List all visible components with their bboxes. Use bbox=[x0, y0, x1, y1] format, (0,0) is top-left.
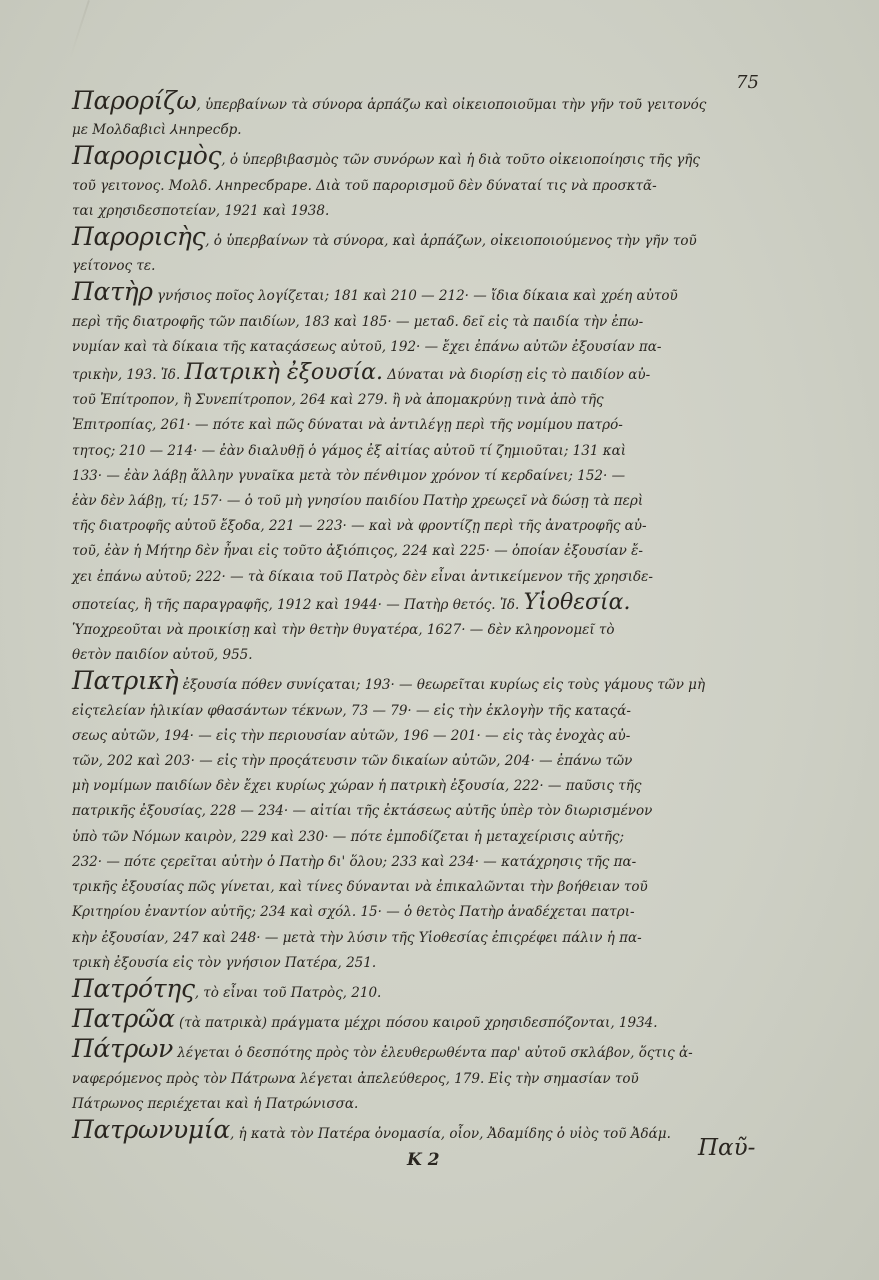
entry-text-line: περὶ τῆς διατροφῆς τῶν παιδίων, 183 καὶ 185· — μεταδ. δεῖ εἰς τὰ παιδία τὴν ἐπω- bbox=[72, 313, 644, 330]
entry-text-line: τρικὴ ἐξουσία εἰς τὸν γνήσιον Πατέρα, 251. bbox=[72, 954, 377, 971]
entry-text-line: τοῦ, ἐὰν ἡ Μήτηρ δὲν ἦναι εἰς τοῦτο ἀξιόπιςος, 224 καὶ 225· — ὁποίαν ἐξουσίαν ἔ- bbox=[72, 543, 643, 560]
entry-text-line: θετὸν παιδίον αὐτοῦ, 955. bbox=[72, 647, 253, 664]
entry-text-line: Ὑποχρεοῦται νὰ προικίσῃ καὶ τὴν θετὴν θυγατέρα, 1627· — δὲν κληρονομεῖ τὸ bbox=[72, 622, 615, 639]
entry-text-line: σποτείας, ἢ τῆς παραγραφῆς, 1912 καὶ 1944· — Πατὴρ θετός. Ἰδ. bbox=[72, 596, 524, 613]
entry-text-line: (τὰ πατρικὰ) πράγματα μέχρι πόσου καιροῦ χρησιδεσπόζονται, 1934. bbox=[174, 1015, 658, 1032]
entry-text-line: Δύναται νὰ διορίσῃ εἰς τὸ παιδίον αὐ- bbox=[382, 367, 651, 384]
entry-headword: Πατρωνυμία bbox=[72, 1114, 230, 1144]
dictionary-entry bbox=[72, 668, 762, 975]
entry-text-line: τῆς διατροφῆς αὐτοῦ ἔξοδα, 221 — 223· — καὶ νὰ φροντίζῃ περὶ τῆς ἀνατροφῆς αὐ- bbox=[72, 518, 647, 535]
entry-text-line: πατρικῆς ἐξουσίας, 228 — 234· — αἰτίαι τῆς ἐκτάσεως αὐτῆς ὑπὲρ τὸν διωρισμένον bbox=[72, 803, 653, 820]
dictionary-entry bbox=[72, 1036, 762, 1117]
entry-text-line: χει ἐπάνω αὐτοῦ; 222· — τὰ δίκαια τοῦ Πατρὸς δὲν εἶναι ἀντικείμενον τῆς χρησιδε- bbox=[72, 568, 653, 585]
entry-text-line: τοῦ Ἐπίτροπον, ἢ Συνεπίτροπον, 264 καὶ 279. ἢ νὰ ἀπομακρύνῃ τινὰ ἀπὸ τῆς bbox=[72, 392, 604, 409]
entry-text-line: γείτονος τε. bbox=[72, 258, 156, 275]
entry-text-line: τοῦ γειτονος. Μολδ. ⅄нпресбраре. Διὰ τοῦ παρορισμοῦ δὲν δύναταί τις νὰ προσκτᾶ- bbox=[72, 177, 657, 194]
entry-text-line: 232· — πότε ςερεῖται αὐτὴν ὁ Πατὴρ δι' ὅλου; 233 καὶ 234· — κατάχρησις τῆς πα- bbox=[72, 853, 637, 870]
entry-text-line: , ἡ κατὰ τὸν Πατέρα ὀνομασία, οἷον, Ἀδαμίδης ὁ υἱὸς τοῦ Ἀδάμ. bbox=[229, 1125, 671, 1142]
entry-headword: Παρορίζω bbox=[72, 86, 197, 115]
entry-text-line: νυμίαν καὶ τὰ δίκαια τῆς καταςάσεως αὐτοῦ, 192· — ἔχει ἐπάνω αὐτῶν ἐξουσίαν πα- bbox=[72, 338, 662, 355]
entry-text-line: ὑπὸ τῶν Νόμων καιρὸν, 229 καὶ 230· — πότε ἐμποδίζεται ἡ μεταχείρισις αὐτῆς; bbox=[72, 828, 625, 845]
entry-text-line: λέγεται ὁ δεσπότης πρὸς τὸν ἐλευθερωθέντα παρ' αὐτοῦ σκλάβον, ὅςτις ἀ- bbox=[173, 1045, 693, 1062]
entry-text-line: γνήσιος ποῖος λογίζεται; 181 καὶ 210 — 212· — ἴδια δίκαια καὶ χρέη αὐτοῦ bbox=[152, 288, 678, 305]
entry-text-line: σεως αὐτῶν, 194· — εἰς τὴν περιουσίαν αὐτῶν, 196 — 201· — εἰς τὰς ἐνοχὰς αὐ- bbox=[72, 727, 631, 744]
entry-headword: Παροριϲμὸς bbox=[72, 141, 222, 171]
dictionary-entries bbox=[72, 88, 762, 1147]
entry-text-line: Πάτρωνος περιέχεται καὶ ἡ Πατρώνισσα. bbox=[72, 1095, 359, 1112]
entry-headword: Πατρότης bbox=[72, 973, 195, 1003]
entry-headword: Πάτρων bbox=[72, 1034, 173, 1064]
entry-text-line: , ὁ ὑπερβαίνων τὰ σύνορα, καὶ ἁρπάζων, οἰκειοποιούμενος τὴν γῆν τοῦ bbox=[205, 233, 697, 250]
signature-mark: K 2 bbox=[407, 1150, 440, 1170]
entry-headword: Παροριϲὴς bbox=[72, 222, 206, 252]
page-crease bbox=[69, 0, 89, 58]
entry-text-line: ἐξουσία πόθεν συνίςαται; 193· — θεωρεῖται κυρίως εἰς τοὺς γάμους τῶν μὴ bbox=[178, 677, 706, 694]
cross-reference-heading: Υἱοθεσία. bbox=[523, 589, 631, 615]
entry-text-line: ται χρησιδεσποτείαν, 1921 καὶ 1938. bbox=[72, 202, 330, 219]
entry-text-line: τῶν, 202 καὶ 203· — εἰς τὴν προςάτευσιν τῶν δικαίων αὐτῶν, 204· — ἐπάνω τῶν bbox=[72, 753, 633, 770]
dictionary-entry bbox=[72, 279, 762, 668]
entry-text-line: εἰςτελείαν ἡλικίαν φθασάντων τέκνων, 73 — 79· — εἰς τὴν ἐκλογὴν τῆς καταςά- bbox=[72, 702, 631, 719]
entry-text-line: ἐὰν δὲν λάβῃ, τί; 157· — ὁ τοῦ μὴ γνησίου παιδίου Πατὴρ χρεωςεῖ νὰ δώσῃ τὰ περὶ bbox=[72, 493, 644, 510]
dictionary-entry bbox=[72, 1114, 762, 1147]
cross-reference-heading: Πατρικὴ ἐξουσία. bbox=[184, 360, 383, 386]
dictionary-entry bbox=[72, 88, 762, 143]
entry-text-line: ναφερόμενος πρὸς τὸν Πάτρωνα λέγεται ἀπελεύθερος, 179. Εἰς τὴν σημασίαν τοῦ bbox=[72, 1070, 639, 1087]
entry-headword: Πατρῶα bbox=[72, 1004, 175, 1034]
dictionary-entry bbox=[72, 143, 762, 224]
entry-text-line: μὴ νομίμων παιδίων δὲν ἔχει κυρίως χώραν ἡ πατρικὴ ἐξουσία, 222· — παῦσις τῆς bbox=[72, 778, 642, 795]
entry-text-line: τρικῆς ἐξουσίας πῶς γίνεται, καὶ τίνες δύνανται νὰ ἐπικαλῶνται τὴν βοήθειαν τοῦ bbox=[72, 879, 648, 896]
dictionary-entry bbox=[72, 973, 762, 1006]
entry-text-line: τητος; 210 — 214· — ἐὰν διαλυθῇ ὁ γάμος ἐξ αἰτίας αὐτοῦ τί ζημιοῦται; 131 καὶ bbox=[72, 442, 626, 459]
entry-text-line: , τὸ εἶναι τοῦ Πατρὸς, 210. bbox=[194, 984, 382, 1001]
catchword: Παῦ- bbox=[698, 1135, 756, 1161]
dictionary-entry bbox=[72, 224, 762, 279]
entry-headword: Πατρικὴ bbox=[72, 666, 179, 696]
entry-text-line: 133· — ἐὰν λάβῃ ἄλλην γυναῖκα μετὰ τὸν πένθιμον χρόνον τί κερδαίνει; 152· — bbox=[72, 467, 626, 484]
page-number: 75 bbox=[736, 72, 759, 93]
entry-text-line: τρικὴν, 193. Ἰδ. bbox=[72, 367, 185, 384]
dictionary-entry bbox=[72, 1006, 762, 1036]
entry-text-line: κὴν ἐξουσίαν, 247 καὶ 248· — μετὰ τὴν λύσιν τῆς Υἱοθεσίας ἐπιςρέφει πάλιν ἡ πα- bbox=[72, 929, 642, 946]
entry-headword: Πατὴρ bbox=[72, 277, 153, 307]
entry-text-line: Ἐπιτροπίας, 261· — πότε καὶ πῶς δύναται νὰ ἀντιλέγῃ περὶ τῆς νομίμου πατρό- bbox=[72, 417, 623, 434]
entry-text-line: με Μολδαβιϲὶ ⅄нпресбр. bbox=[72, 122, 242, 139]
entry-text-line: Κριτηρίου ἐναντίον αὐτῆς; 234 καὶ σχόλ. 15· — ὁ θετὸς Πατὴρ ἀναδέχεται πατρι- bbox=[72, 904, 635, 921]
entry-text-line: , ὁ ὑπερβιβασμὸς τῶν συνόρων καὶ ἡ διὰ τοῦτο οἰκειοποίησις τῆς γῆς bbox=[221, 152, 700, 169]
entry-text-line: , ὑπερβαίνων τὰ σύνορα ἁρπάζω καὶ οἰκειοποιοῦμαι τὴν γῆν τοῦ γειτονός bbox=[196, 97, 707, 113]
